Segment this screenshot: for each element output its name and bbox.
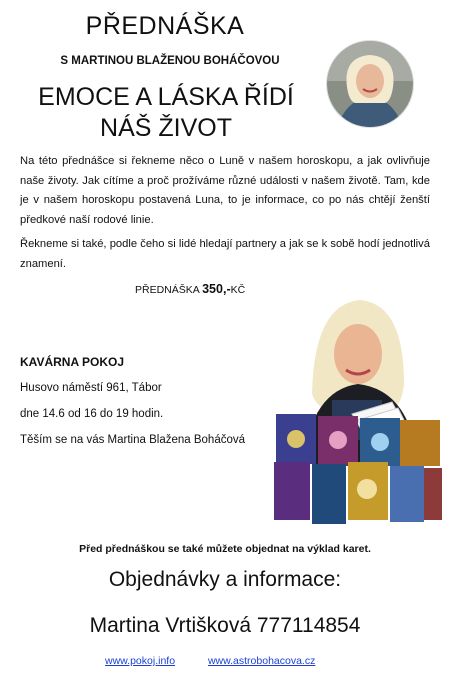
intro-paragraph: Na této přednášce si řekneme něco o Luně v našem horoskopu, a jak ovlivňuje naše životy. Jak cítíme a proč prožíváme různé události v našem životě. Tam, kde je v našem horoskopu postavená Luna, to je informace, co po nás chtějí ženští předkové naší rodové linie. [20, 155, 430, 226]
speaker-with-cards-photo [272, 274, 442, 532]
contact-line: Martina Vrtišková 777114854 [89, 614, 361, 637]
cta-note: Před přednáškou se také můžete objednat na výklad karet. [79, 543, 371, 555]
partners-paragraph: Řekneme si také, podle čeho si lidé hledají partnery a jak se k sobě hodí jednotlivá znamení. [20, 238, 430, 270]
greeting: Těším se na vás Martina Blažena Boháčová [20, 434, 246, 446]
speaker-portrait [326, 40, 414, 128]
astrobohacova-link[interactable]: www.astrobohacova.cz [207, 655, 316, 667]
price-label: PŘEDNÁŠKA [135, 284, 203, 296]
price-currency: KČ [230, 284, 246, 296]
headline-line-2: NÁŠ ŽIVOT [100, 114, 232, 142]
links-row [105, 655, 345, 667]
event-headline [20, 82, 312, 144]
venue-address: Husovo náměstí 961, Tábor [20, 382, 162, 394]
orders-heading: Objednávky a informace: [108, 568, 342, 591]
event-title: PŘEDNÁŠKA [85, 12, 245, 40]
event-time: dne 14.6 od 16 do 19 hodin. [20, 408, 164, 420]
headline-line-1: EMOCE A LÁSKA ŘÍDÍ [38, 83, 294, 111]
price-value: 350,- [202, 282, 231, 296]
venue-name: KAVÁRNA POKOJ [20, 355, 125, 369]
event-subtitle: S MARTINOU BLAŽENOU BOHÁČOVOU [60, 55, 280, 67]
price-line [135, 282, 245, 296]
pokoj-link[interactable]: www.pokoj.info [105, 655, 176, 667]
